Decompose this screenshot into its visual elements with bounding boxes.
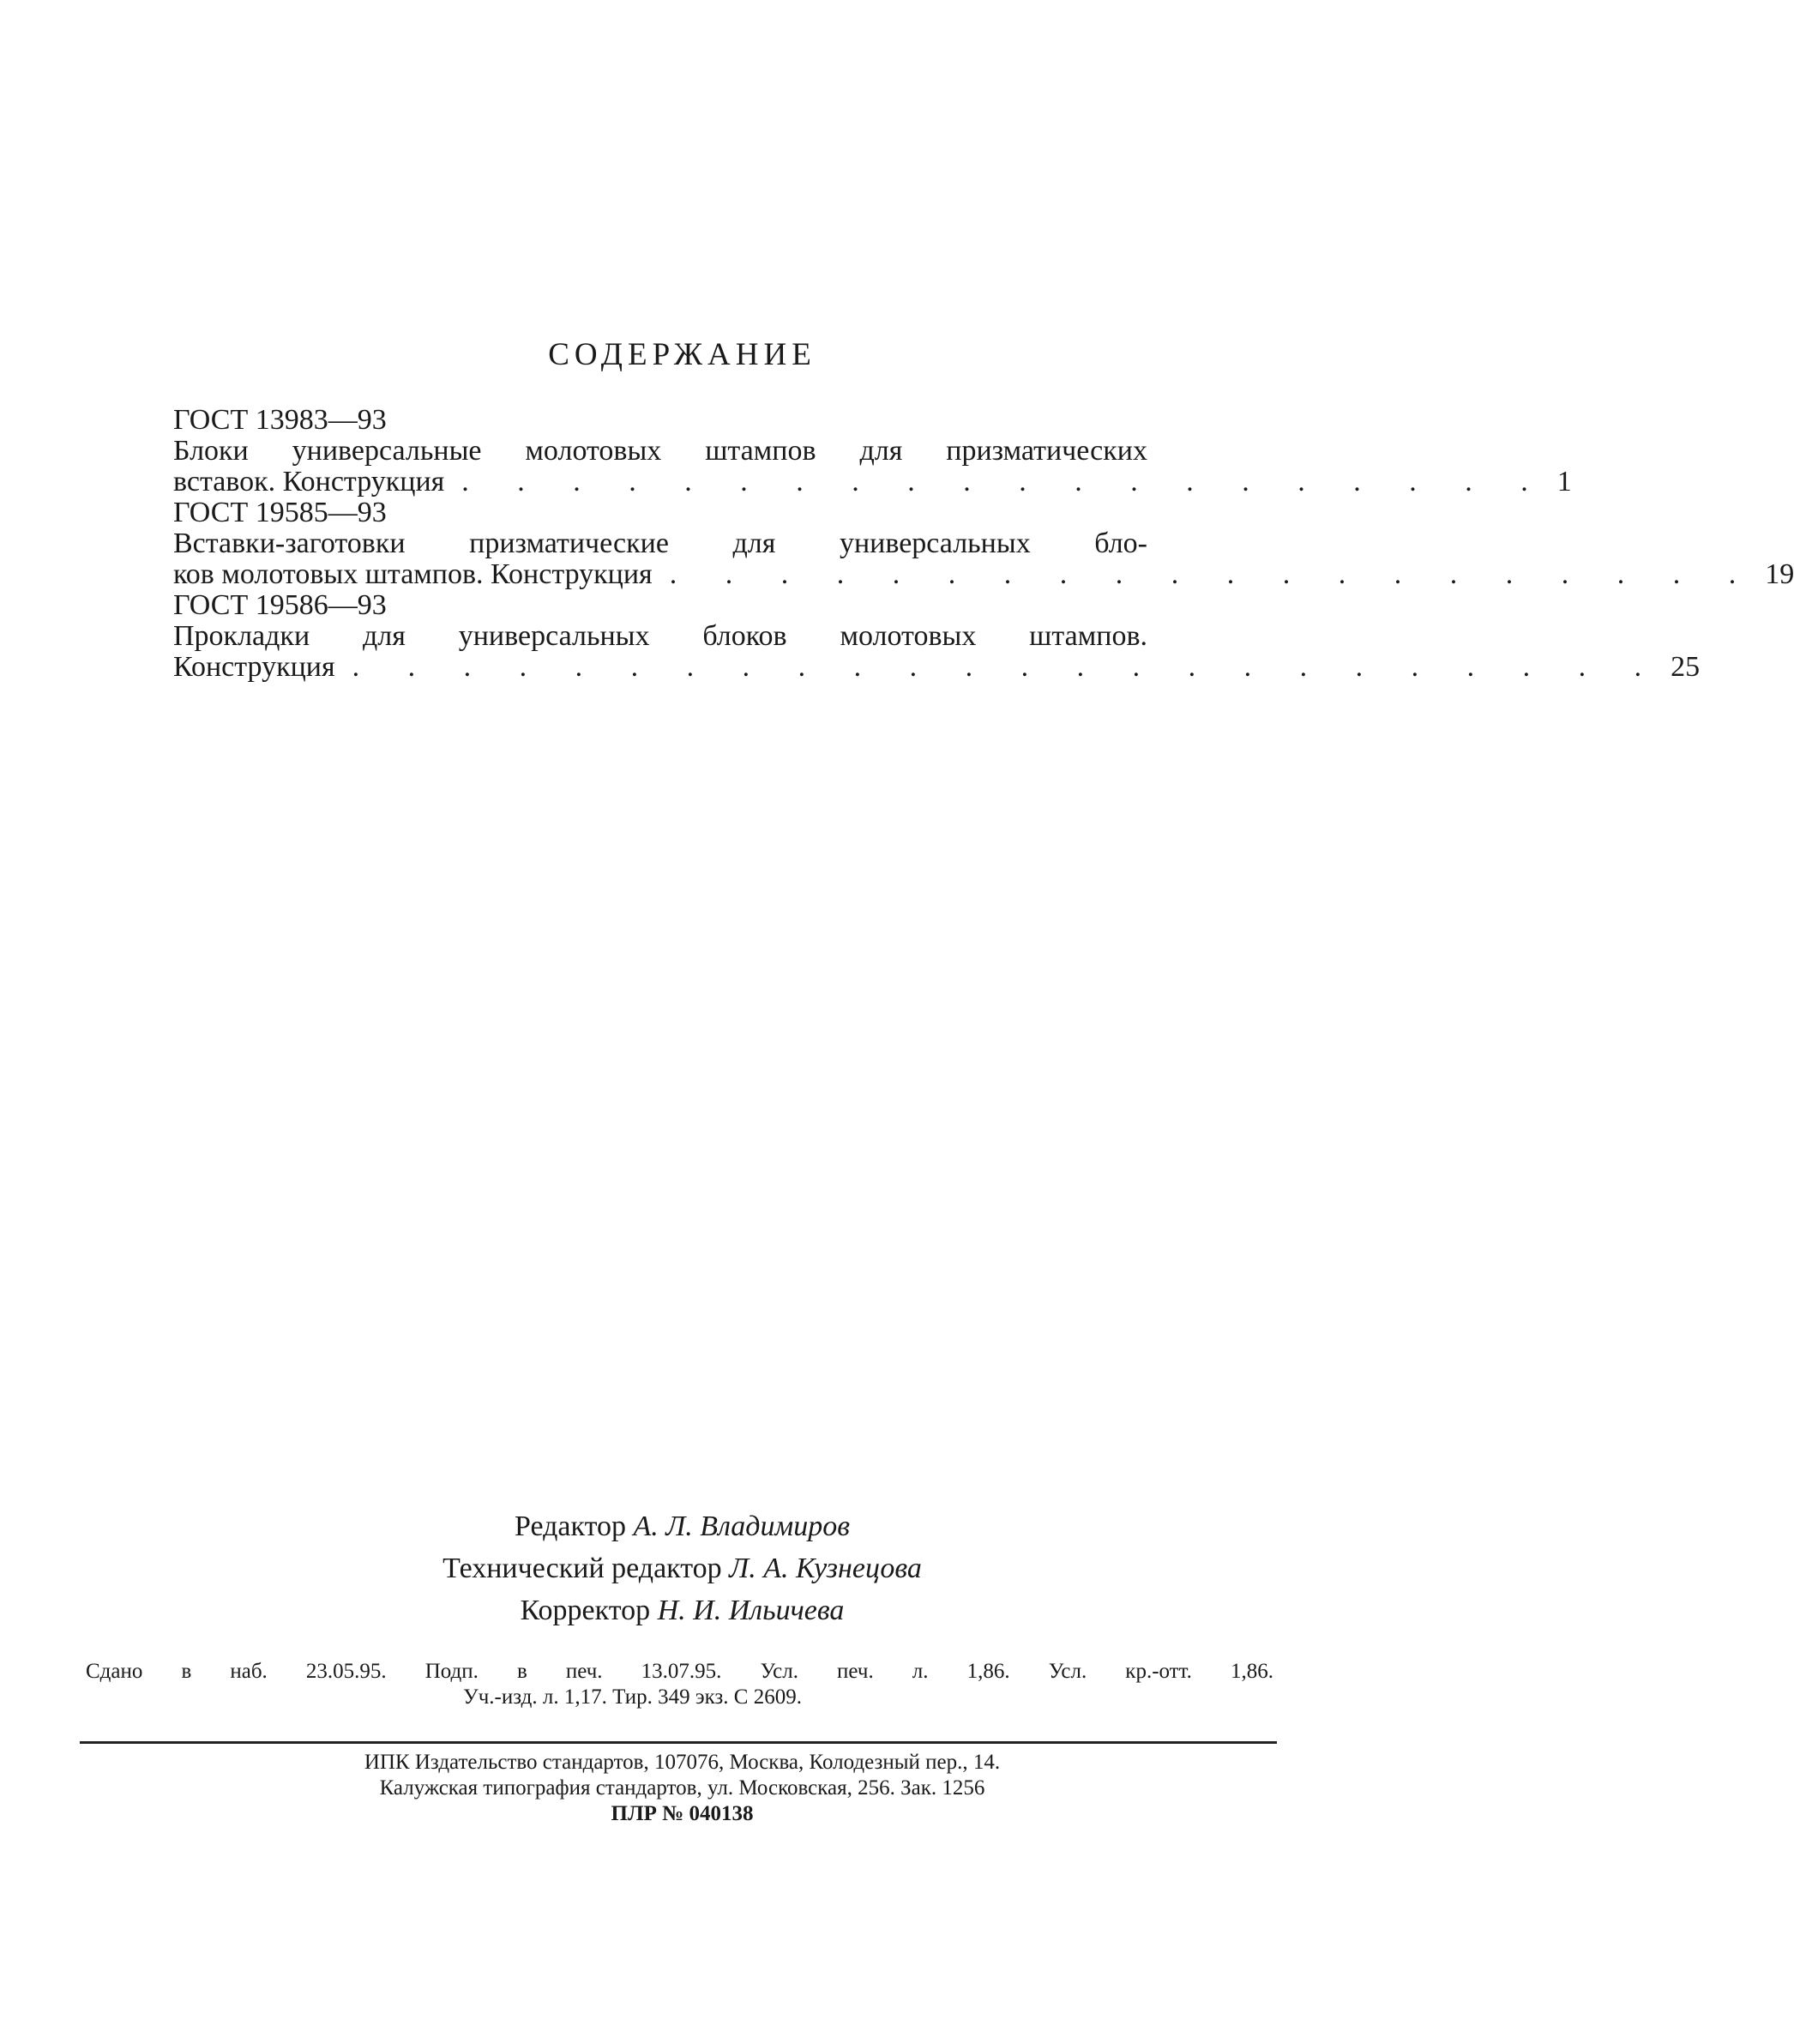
credit-tech-editor: [0, 1547, 1364, 1589]
publisher-line: ИПК Издательство стандартов, 107076, Москва, Колодезный пер., 14.: [364, 1751, 1001, 1774]
divider: [80, 1741, 1277, 1744]
credit-role: Технический редактор: [442, 1553, 722, 1584]
credit-name: Н. И. Ильичева: [657, 1595, 845, 1626]
imprint-line: Уч.-изд. л. 1,17. Тир. 349 экз. С 2609.: [463, 1685, 802, 1709]
toc-entry-page[interactable]: 25: [1671, 651, 1701, 683]
toc-entry-title-line: Блоки универсальные молотовых штампов для призматических: [173, 435, 1147, 467]
toc-leader-dots: . . . . . . . . . . . . . . . . . . . .: [461, 466, 1549, 497]
toc-entry-code[interactable]: ГОСТ 19586—93: [173, 589, 387, 621]
credits-block: [0, 1505, 1364, 1631]
credit-proofreader: [0, 1589, 1364, 1631]
toc-leader-dots: . . . . . . . . . . . . . . . . . . . . . . . .: [352, 651, 1663, 683]
contents-heading: СОДЕРЖАНИЕ: [548, 337, 816, 372]
toc-entry-title-last: вставок. Конструкция: [173, 466, 445, 497]
toc-entry-title-last: Конструкция: [173, 651, 335, 683]
toc-entry-title-line: Прокладки для универсальных блоков молотовых штампов.: [173, 620, 1147, 652]
toc-entry-code[interactable]: ГОСТ 13983—93: [173, 404, 387, 436]
publisher-line: Калужская типография стандартов, ул. Московская, 256. Зак. 1256: [379, 1776, 985, 1800]
credit-name: Л. А. Кузнецова: [729, 1553, 922, 1584]
credit-editor: [0, 1505, 1364, 1547]
toc-entry: [173, 589, 1701, 683]
credit-role: Корректор: [520, 1595, 651, 1626]
imprint-line: Сдано в наб. 23.05.95. Подп. в печ. 13.07.95. Усл. печ. л. 1,86. Усл. кр.-отт. 1,86.: [86, 1660, 1273, 1683]
toc-leader-dots: . . . . . . . . . . . . . . . . . . . .: [669, 558, 1757, 590]
toc-entry-page[interactable]: 19: [1765, 558, 1794, 590]
license-number: ПЛР № 040138: [611, 1802, 754, 1825]
credit-role: Редактор: [515, 1510, 626, 1542]
credit-name: А. Л. Владимиров: [633, 1510, 850, 1542]
toc-entry: [173, 404, 1572, 497]
table-of-contents: [173, 404, 1794, 683]
toc-entry: [173, 497, 1794, 590]
publisher-block: [0, 1750, 1364, 1827]
toc-entry-title-line: Вставки-заготовки призматические для универсальных бло-: [173, 528, 1147, 559]
toc-entry-title-last: ков молотовых штампов. Конструкция: [173, 558, 653, 590]
toc-entry-page[interactable]: 1: [1556, 466, 1572, 497]
imprint-block: [86, 1660, 1273, 1709]
toc-entry-code[interactable]: ГОСТ 19585—93: [173, 497, 387, 528]
